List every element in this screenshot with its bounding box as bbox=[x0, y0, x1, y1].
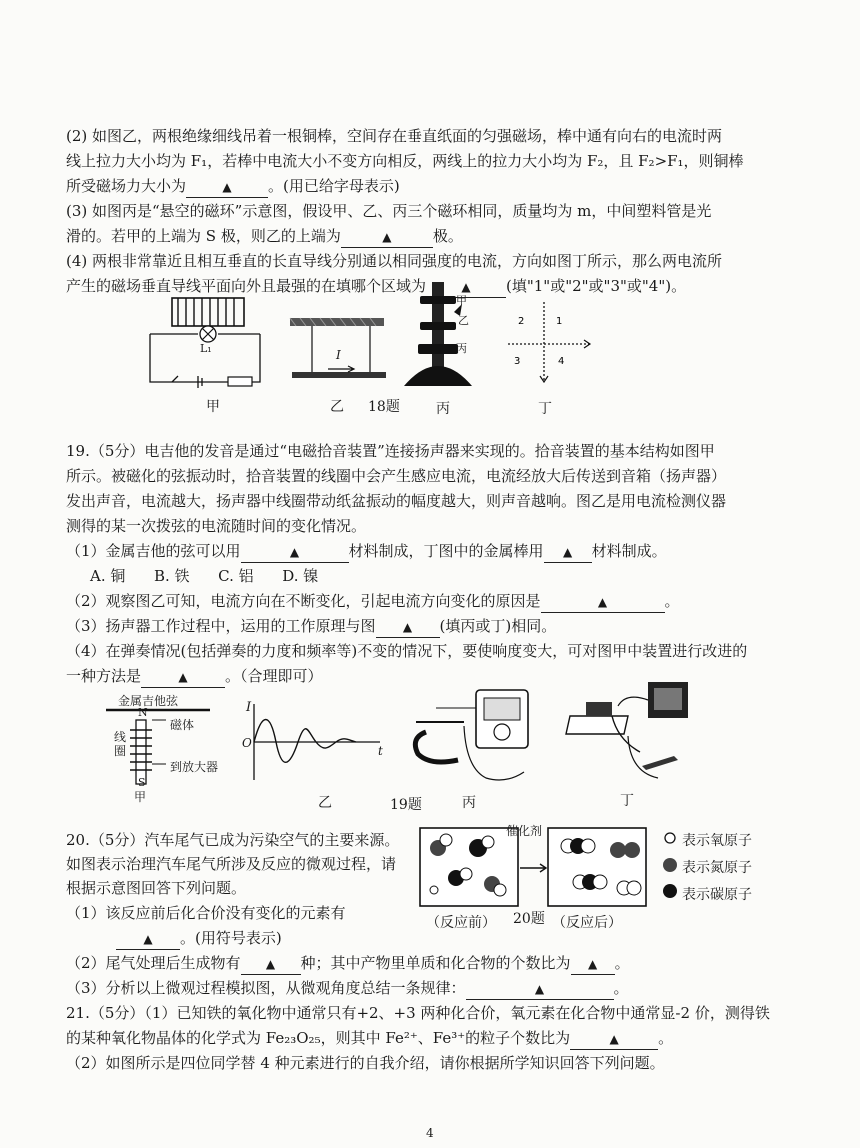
page-number: 4 bbox=[426, 1126, 434, 1140]
svg-text:4: 4 bbox=[558, 356, 565, 367]
q21-line1: 21.（5分）（1）已知铁的氧化物中通常只有+2、+3 两种化合价，氧元素在化合物中通常显-2 价，测得铁 bbox=[66, 1004, 770, 1022]
fig19-axis-i: I bbox=[246, 700, 252, 715]
fig19-ding-caption: 丁 bbox=[620, 793, 634, 809]
answer-blank[interactable]: ▲ bbox=[341, 226, 433, 248]
svg-text:2: 2 bbox=[518, 316, 525, 327]
fig19-coil-label: 线圈 bbox=[114, 730, 127, 758]
legend-nitrogen: 表示氮原子 bbox=[682, 860, 752, 876]
fig19-bing-caption: 丙 bbox=[462, 795, 476, 811]
fig19-jia-caption: 甲 bbox=[134, 790, 147, 804]
q21-line3: （2）如图所示是四位同学替 4 种元素进行的自我介绍，请你根据所学知识回答下列问题。 bbox=[66, 1054, 665, 1072]
fig19-n-label: N bbox=[138, 706, 148, 719]
fig19-magnet-label: 磁体 bbox=[170, 718, 195, 732]
q21-line2: 的某种氧化物晶体的化学式为 Fe₂₃O₂₅，则其中 Fe²⁺、Fe³⁺的粒子个数比为 ▲ 。 bbox=[66, 1028, 673, 1050]
q20-line2: 如图表示治理汽车尾气所涉及反应的微观过程，请 bbox=[66, 855, 397, 873]
q19-sub4-line1: （4）在弹奏情况(包括弹奏的力度和频率等)不变的情况下，要使响度变大，可对图甲中装置进行改进的 bbox=[66, 642, 748, 660]
q19-sub2: （2）观察图乙可知，电流方向在不断变化，引起电流方向变化的原因是 ▲ 。 bbox=[66, 591, 680, 613]
answer-blank[interactable]: ▲ bbox=[570, 1028, 658, 1050]
q20-sub1: （1）该反应前后化合价没有变化的元素有 bbox=[66, 904, 346, 922]
answer-blank[interactable]: ▲ bbox=[141, 666, 225, 688]
fig19-yi-caption: 乙 bbox=[318, 795, 332, 811]
before-caption: （反应前） bbox=[426, 915, 496, 931]
q20-line1: 20.（5分）汽车尾气已成为污染空气的主要来源。 bbox=[66, 831, 400, 849]
q19-sub4-line2: 一种方法是 ▲ 。（合理即可） bbox=[66, 666, 323, 688]
q18-p4-line1: (4) 两根非常靠近且相互垂直的长直导线分别通以相同强度的电流，方向如图丁所示，那么两电流所 bbox=[66, 252, 723, 270]
q18-p3-line2: 滑的。若甲的上端为 S 极，则乙的上端为 ▲ 极。 bbox=[66, 226, 463, 248]
answer-blank[interactable]: ▲ bbox=[541, 591, 665, 613]
fig18-number: 18题 bbox=[368, 399, 400, 415]
ring-jia-label: 甲 bbox=[456, 294, 467, 307]
answer-blank[interactable]: ▲ bbox=[186, 176, 268, 198]
svg-text:3: 3 bbox=[514, 356, 521, 367]
fig19-s-label: S bbox=[138, 776, 146, 789]
ring-yi-label: 乙 bbox=[458, 314, 469, 327]
q18-p2-line1: (2) 如图乙，两根绝缘细线吊着一根铜棒，空间存在垂直纸面的匀强磁场，棒中通有向右的电流时两 bbox=[66, 127, 723, 145]
answer-blank[interactable]: ▲ bbox=[241, 953, 301, 975]
ring-bing-label: 丙 bbox=[456, 342, 467, 355]
figure-18-bing-rings bbox=[404, 282, 484, 390]
answer-blank[interactable]: ▲ bbox=[376, 616, 440, 638]
fig19-amp-label: 到放大器 bbox=[170, 760, 219, 774]
answer-blank[interactable]: ▲ bbox=[116, 928, 180, 950]
fig20-number: 20题 bbox=[513, 911, 545, 927]
q19-sub3: （3）扬声器工作过程中，运用的工作原理与图 ▲ (填丙或丁)相同。 bbox=[66, 616, 556, 638]
figure-19-yi-current-graph bbox=[244, 702, 384, 782]
figure-18-ding-wires bbox=[504, 300, 594, 384]
fig19-origin: O bbox=[242, 736, 252, 750]
answer-blank[interactable]: ▲ bbox=[466, 978, 614, 1000]
fig18-bing-caption: 丙 bbox=[436, 401, 450, 417]
legend-oxygen: 表示氧原子 bbox=[682, 833, 752, 849]
fig18-jia-caption: 甲 bbox=[206, 399, 220, 415]
answer-blank[interactable]: ▲ bbox=[241, 541, 349, 563]
q19-sub1: （1）金属吉他的弦可以用 ▲ 材料制成，丁图中的金属棒用 ▲ 材料制成。 bbox=[66, 541, 667, 563]
fig19-number: 19题 bbox=[390, 797, 422, 813]
fig19-axis-t: t bbox=[378, 744, 383, 758]
legend-carbon: 表示碳原子 bbox=[682, 887, 752, 903]
answer-blank[interactable]: ▲ bbox=[544, 541, 592, 563]
figure-19-bing-apparatus bbox=[406, 688, 540, 786]
q18-p3-line1: (3) 如图丙是“悬空的磁环”示意图，假设甲、乙、丙三个磁环相同，质量均为 m，中间塑料管是光 bbox=[66, 202, 712, 220]
q20-line3: 根据示意图回答下列问题。 bbox=[66, 879, 247, 897]
q19-intro-line3: 发出声音，电流越大，扬声器中线圈带动纸盆振动的幅度越大，则声音越响。图乙是用电流检测仪器 bbox=[66, 492, 727, 510]
fig18-ding-caption: 丁 bbox=[538, 401, 552, 417]
after-caption: （反应后） bbox=[552, 915, 622, 931]
q19-choices: A. 铜 B. 铁 C. 铝 D. 镍 bbox=[90, 567, 319, 585]
catalyst-label: 催化剂 bbox=[506, 824, 543, 838]
label-current-i: I bbox=[336, 348, 341, 362]
figure-19-ding-apparatus bbox=[566, 676, 716, 788]
fig18-yi-caption: 乙 bbox=[330, 399, 344, 415]
answer-blank[interactable]: ▲ bbox=[571, 953, 615, 975]
answer-blank[interactable]: ▲ bbox=[426, 276, 506, 298]
q20-sub2: （2）尾气处理后生成物有 ▲ 种；其中产物里单质和化合物的个数比为 ▲ 。 bbox=[66, 953, 630, 975]
q18-p2-line3: 所受磁场力大小为 ▲ 。(用已给字母表示) bbox=[66, 176, 400, 198]
svg-text:1: 1 bbox=[556, 316, 563, 327]
legend-symbols bbox=[662, 830, 678, 900]
q19-intro-line4: 测得的某一次拨弦的电流随时间的变化情况。 bbox=[66, 517, 367, 535]
q19-intro-line2: 所示。被磁化的弦振动时，拾音装置的线圈中会产生感应电流，电流经放大后传送到音箱（扬声器） bbox=[66, 467, 727, 485]
q18-p2-line2: 线上拉力大小均为 F₁，若棒中电流大小不变方向相反，两线上的拉力大小均为 F₂，且 F₂>F₁，则铜棒 bbox=[66, 152, 744, 170]
fig19-string-label: 金属吉他弦 bbox=[118, 694, 179, 708]
label-l1: L₁ bbox=[200, 342, 212, 355]
q20-sub1-answer: ▲ 。(用符号表示) bbox=[116, 928, 282, 950]
figure-18-jia-circuit bbox=[150, 296, 270, 386]
q19-intro-line1: 19.（5分）电吉他的发音是通过“电磁拾音装置”连接扬声器来实现的。拾音装置的基本结构如图甲 bbox=[66, 442, 715, 460]
q20-sub3: （3）分析以上微观过程模拟图，从微观角度总结一条规律： ▲ 。 bbox=[66, 978, 629, 1000]
q18-p4-line2: 产生的磁场垂直导线平面向外且最强的在填哪个区域为 ▲ (填"1"或"2"或"3"或"4")。 bbox=[66, 276, 686, 298]
